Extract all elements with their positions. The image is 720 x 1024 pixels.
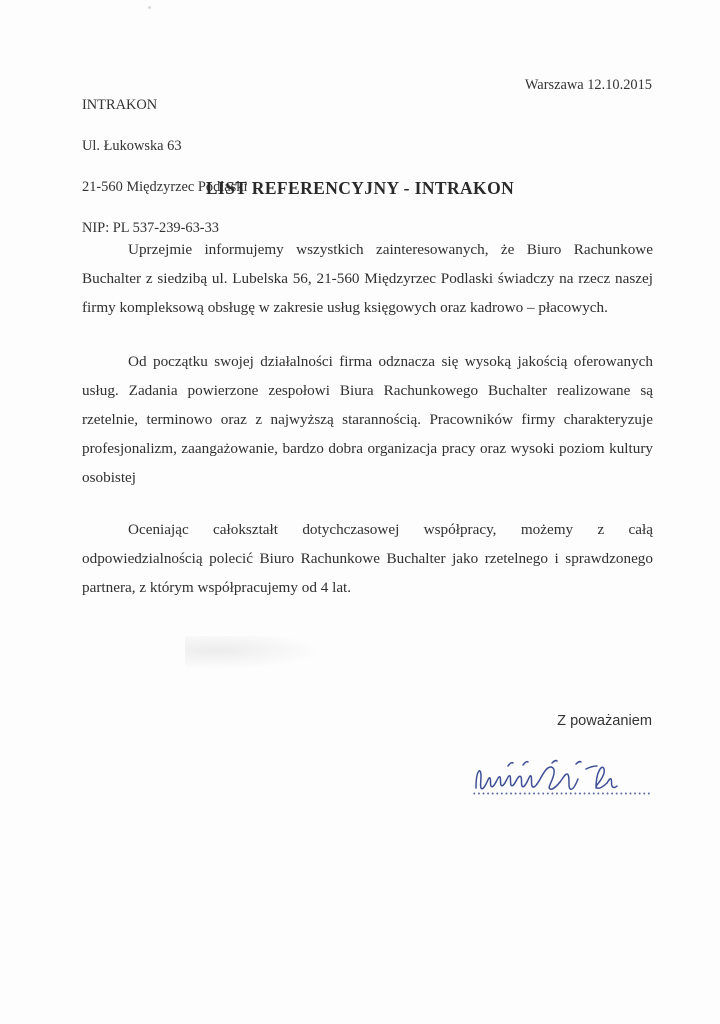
body-paragraph-2: Od początku swojej działalności firma odznacza się wysoką jakością oferowanych usług. Zadania powierzone zespołowi Biura Rachunkowego Buchalter realizowane są rzetelnie, terminowo oraz z najwyższą starannością. Pracowników firmy charakteryzuje profesjonalizm, zaangażowanie, bardzo dobra organizacja pracy oraz wysoki poziom kultury osobistej bbox=[82, 353, 653, 486]
document-title: LIST REFERENCYJNY - INTRAKON bbox=[205, 178, 515, 198]
letter-header bbox=[82, 74, 652, 259]
sender-company: INTRAKON bbox=[82, 96, 158, 113]
sender-address-block bbox=[82, 74, 247, 259]
handwritten-signature bbox=[466, 757, 656, 797]
place-and-date: Warszawa 12.10.2015 bbox=[524, 77, 652, 93]
sender-city: 21-560 Międzyrzec Podlaski bbox=[82, 178, 248, 195]
letter-body bbox=[82, 236, 653, 603]
closing-salutation: Z poważaniem bbox=[557, 713, 652, 729]
signature-block bbox=[466, 757, 656, 805]
scan-speck bbox=[148, 6, 151, 9]
signature-dotted-line bbox=[472, 792, 652, 795]
scan-smudge bbox=[185, 636, 335, 672]
body-paragraph-1: Uprzejmie informujemy wszystkich zainteresowanych, że Biuro Rachunkowe Buchalter z siedzibą ul. Lubelska 56, 21-560 Międzyrzec Podlaski świadczy na rzecz naszej firmy kompleksową obsługę w zakresie usług księgowych oraz kadrowo – płacowych. bbox=[82, 241, 653, 316]
body-paragraph-3: Oceniając całokształt dotychczasowej współpracy, możemy z całą odpowiedzialnością polecić Biuro Rachunkowe Buchalter jako rzetelnego i sprawdzonego partnera, z którym współpracujemy od 4 lat. bbox=[82, 521, 653, 596]
sender-street: Ul. Łukowska 63 bbox=[82, 137, 182, 154]
sender-tax-id: NIP: PL 537-239-63-33 bbox=[82, 219, 219, 236]
